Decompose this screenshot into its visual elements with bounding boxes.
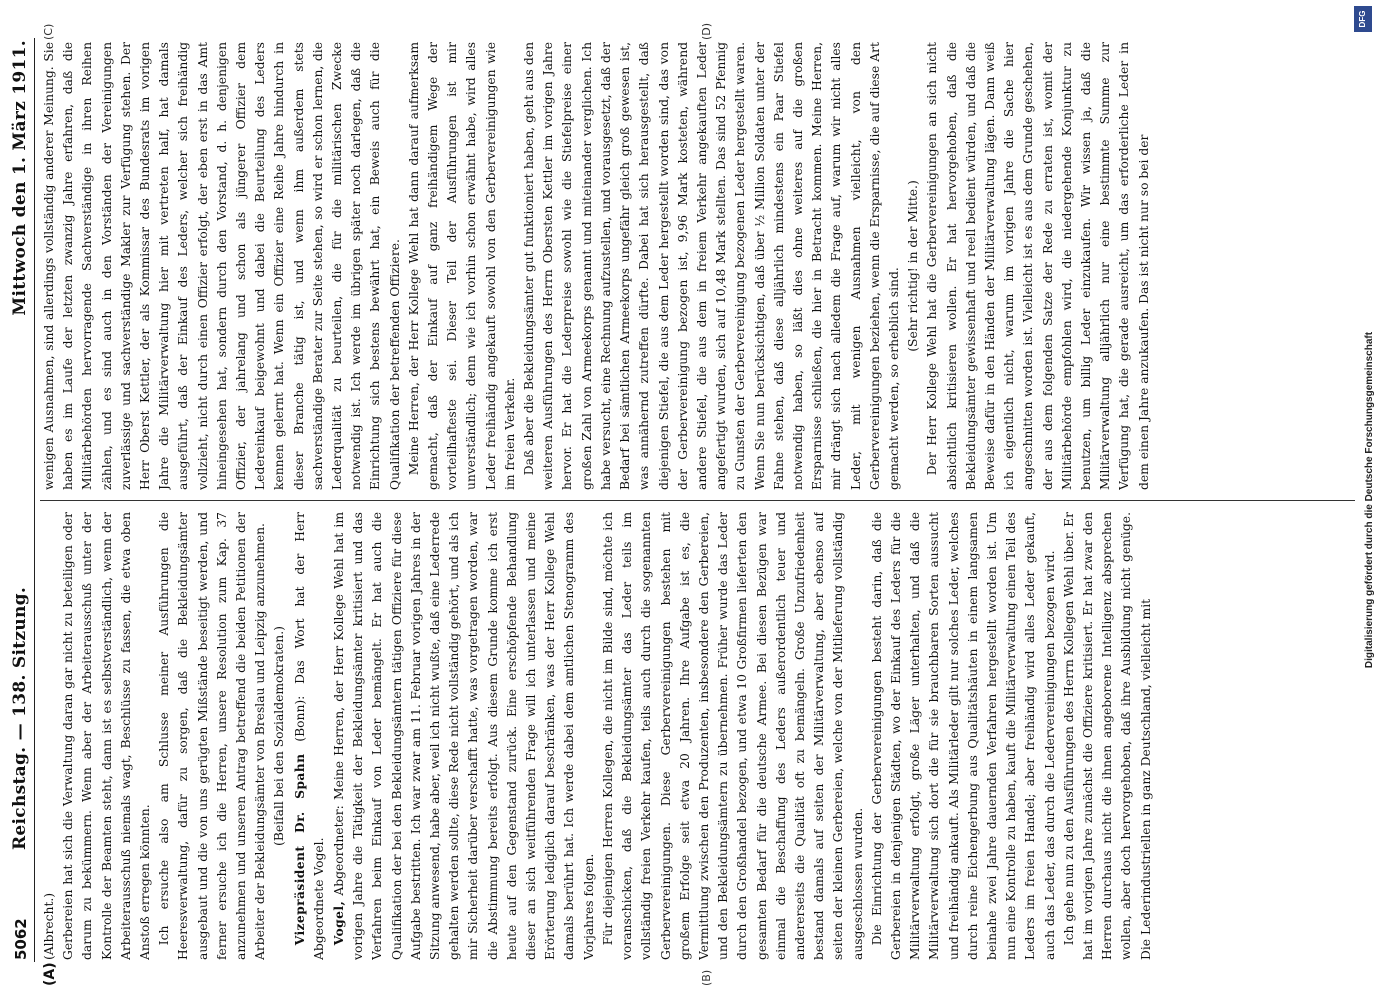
header-left-title: Reichstag. — 138. Sitzung.	[10, 586, 30, 850]
speaker-name: Vizepräsident Dr. Spahn	[291, 753, 307, 946]
speech-text: Abgeordneter: Meine Herren, der Herr Kollege Wehl hat im vorigen Jahre die Tätigkeit der Bekleidungsämter kritisiert und das Verfahren beim Einkauf von Leder bemängelt. Er hat auch die Qualifikation der bei den Bekleidungsämtern tätigen Offiziere für diese Aufgabe bestritten. Ich war zwar am 11. Februar vorigen Jahres in der Sitzung anwesend, habe aber, weil ich nicht wußte, daß eine Lederrede gehalten werden sollte, diese Rede nicht vollständig gehört, und als ich mir Sicherheit darüber verschafft hatte, was vorgetragen worden, war die Abstimmung bereits erfolgt. Aus diesem Grunde komme ich erst heute auf den Gegenstand zurück. Eine erschöpfende Behandlung dieser an sich weitführenden Frage will ich unterlassen und meine Erörterung lediglich darauf beschränken, was der Herr Kollege Wehl damals berührt hat. Ich werde dabei dem amtlichen Stenogramm des Vorjahres folgen.	[332, 512, 596, 960]
body-paragraph: Meine Herren, der Herr Kollege Wehl hat dann darauf aufmerksam gemacht, daß der Einkauf auf ganz freihändigem Wege der vorteilhafteste sei. Dieser Teil der Ausführungen ist mir unverständlich; denn wie ich vorhin schon erwähnt habe, wird alles Leder freihändig angekauft sowohl von den Gerbervereinigungen wie im freien Verkehr.	[406, 42, 517, 490]
applause-note: (Beifall bei den Sozialdemokraten.)	[272, 626, 287, 846]
body-paragraph: Die Einrichtung der Gerbervereinigungen besteht darin, daß die Gerbereien in denjenigen Städten, wo der Einkauf des Leders für die Militärverwaltung erfolgt, große Läger unterhalten, und daß die Militärverwaltung sich dort die für sie brauchbaren Sorten aussucht und freihändig ankauft. Als Militärleder gilt nur solches Leder, welches durch reine Eichengerbung aus Qualitätshäuten in einem langsamen beinahe zwei Jahre dauernden Verfahren hergestellt worden ist. Um nun eine Kontrolle zu haben, kauft die Militärverwaltung einen Teil des Leders im freien Handel; aber freihändig wird alles Leder gekauft, auch das Leder, das durch die Ledervereinigungen bezogen wird.	[869, 512, 1057, 960]
margin-marker-c: (C)	[42, 23, 55, 40]
body-paragraph: Für diejenigen Herren Kollegen, die nicht im Bilde sind, möchte ich voranschicken, daß die Bekleidungsämter das Leder teils im vollständig freien Verkehr kaufen, teils auch durch die sogenannten Gerbervereinigungen. Diese Gerbervereinigungen bestehen mit großem Erfolge seit etwa 20 Jahren. Ihre Aufgabe ist es, die Vermittlung zwischen den Produzenten, insbesondere den Gerbereien, und den Bekleidungsämtern zu übernehmen. Früher wurde das Leder durch den Großhandel bezogen, und etwa 10 Großfirmen lieferten den gesamten Bedarf für die deutsche Armee. Bei diesen Bezügen war einmal die Beschaffung des Leders außerordentlich teuer und andererseits die Qualität oft zu bemängeln. Große Unzufriedenheit bestand damals auf seiten der Militärverwaltung, aber ebenso auf seiten der kleinen Gerbereien, welche von der Mitlieferung vollständig ausgeschlossen wurden.	[600, 512, 865, 960]
body-paragraph: Daß aber die Bekleidungsämter gut funktioniert haben, geht aus den weiteren Ausführungen des Herrn Obersten Kettler im vorigen Jahre hervor. Er hat die Lederpreise sowohl wie die Stiefelpreise einer großen Zahl von Armeekorps genannt und miteinander verglichen. Ich habe versucht, eine Rechnung aufzustellen, und vorausgesetzt, daß der Bedarf bei sämtlichen Armeekorps ungefähr gleich groß gewesen ist, was annähernd zutreffen dürfte. Dabei hat sich herausgestellt, daß diejenigen Stiefel, die aus dem Leder hergestellt worden sind, das von der Gerbervereinigung bezogen ist, 9,96 Mark kosteten, während andere Stiefel, die aus dem in freiem Verkehr angekauften Leder angefertigt wurden, sich auf 10,48 Mark stellten. Das sind 52 Pfennig zu Gunsten der Gerbervereinigung bezogenen Leder hergestellt waren. Wenn Sie nun berücksichtigen, daß über ½ Million Soldaten unter der Fahne stehen, daß diese alljährlich mindestens ein Paar Stiefel notwendig haben, so läßt dies ohne weiteres auf die großen Ersparnisse schließen, die hier in Betracht kommen. Meine Herren, mir drängt sich nach alledem die Frage auf, warum wir nicht alles Leder, mit wenigen Ausnahmen vielleicht, von den Gerbervereinigungen beziehen, wenn die Ersparnisse, die auf diese Art gemacht werden, so erheblich sind.	[522, 42, 901, 490]
text-column-left	[40, 512, 1360, 960]
digitization-note: Digitalisierung gefördert durch die Deutsche Forschungsgemeinschaft	[1364, 331, 1375, 669]
margin-marker-a: (A)	[42, 962, 58, 986]
dfg-logo: DFG	[1354, 6, 1372, 32]
body-paragraph: Ich ersuche also am Schlusse meiner Ausführungen die Heeresverwaltung, dafür zu sorgen, daß die Bekleidungsämter ausgebaut und die von uns gerügten Mißstände beseitigt werden, und ferner ersuche ich die Herren, unsere Resolution zum Kap. 37 anzunehmen und unseren Antrag betreffend die beiden Petitionen der Arbeiter der Bekleidungsämter von Breslau und Leipzig anzunehmen.	[157, 512, 268, 960]
body-paragraph: (Albrecht.)	[42, 892, 56, 960]
margin-marker-d: (D)	[700, 22, 713, 40]
body-paragraph: Gerbereien hat sich die Verwaltung daran gar nicht zu beteiligen oder darum zu bekümmern. Wenn aber der Arbeiterausschuß unter der Kontrolle der Beamten steht, dann ist es selbstverständlich, wenn der Arbeiterausschuß niemals wagt, Beschlüsse zu fassen, die etwa oben Anstoß erregen könnten.	[61, 512, 153, 960]
speech-text: (Bonn): Das Wort hat der Herr Abgeordnete Vogel.	[292, 512, 326, 960]
text-column-right	[40, 42, 1360, 490]
margin-marker-b: (B)	[700, 969, 713, 986]
body-paragraph: wenigen Ausnahmen, sind allerdings vollständig anderer Meinung. Sie haben es im Laufe der letzten zwanzig Jahre erfahren, daß die Militärbehörden hervorragende Sachverständige in ihren Reihen zählen, und es sind auch in den Vorständen der Vereinigungen zuverlässige und sachverständige Makler zur Verfügung stehen. Der Herr Oberst Kettler, der als Kommissar des Bundesrats im vorigen Jahre die Militärverwaltung hier mit vertreten half, hat damals ausgeführt, daß der Einkauf des Leders, welcher sich freihändig vollzieht, nicht durch einen Offizier erfolgt, der eben erst in das Amt hineingesehen hat, sondern durch den Vorstand, d. h. denjenigen Offizier, der jahrelang und schon als jüngerer Offizier dem Ledereinkauf beigewohnt und dabei die Beurteilung des Leders kennen gelernt hat. Wenn ein Offizier eine Reihe Jahre hindurch in dieser Branche tätig ist, und wenn ihm außerdem stets sachverständige Berater zur Seite stehen, so wird er schon lernen, die Lederqualität zu beurteilen, die für die militärischen Zwecke notwendig ist. Ich werde im übrigen später noch darlegen, daß die Einrichtung sich bestens bewährt hat, ein Beweis auch für die Qualifikation der betreffenden Offiziere.	[42, 42, 402, 490]
header-right-title: Mittwoch den 1. März 1911.	[10, 40, 30, 316]
applause-note: (Sehr richtig! in der Mitte.)	[906, 180, 921, 352]
speech-paragraph	[290, 512, 329, 960]
body-paragraph: Ich gehe nun zu den Ausführungen des Herrn Kollegen Wehl über. Er hat im vorigen Jahre zunächst die Offiziere kritisiert. Er hat zwar den Herren durchaus nicht die ihnen angeborene Intelligenz absprechen wollen, aber doch hervorgehoben, daß ihre Ausbildung nicht genüge. Die Lederindustriellen in ganz Deutschland, vielleicht mit	[1061, 512, 1153, 960]
speaker-name: Vogel,	[331, 900, 347, 946]
body-paragraph: Der Herr Kollege Wehl hat die Gerbervereinigungen an sich nicht absichtlich kritisieren wollen. Er hat hervorgehoben, daß die Bekleidungsämter gewissenhaft und reell bedient würden, und daß die Beweise dafür in den Händen der Militärverwaltung lägen. Dann weiß ich eigentlich nicht, warum im vorigen Jahre die Sache hier angeschnitten worden ist. Vielleicht ist es aus dem Grunde geschehen, der aus dem folgenden Satze der Rede zu erraten ist, womit der Militärbehörde empfohlen wird, die niedergehende Konjunktur zu benutzen, um billig Leder einzukaufen. Wir wissen ja, daß die Militärverwaltung alljährlich nur eine bestimmte Summe zur Verfügung hat, die gerade ausreicht, um das erforderliche Leder in dem einen Jahre anzukaufen. Das ist nicht nur so bei der	[925, 42, 1151, 490]
page-header	[6, 40, 36, 960]
page-number: 5062	[12, 918, 30, 960]
speech-paragraph	[329, 512, 599, 960]
header-rule	[34, 38, 35, 962]
column-divider	[40, 500, 1355, 501]
